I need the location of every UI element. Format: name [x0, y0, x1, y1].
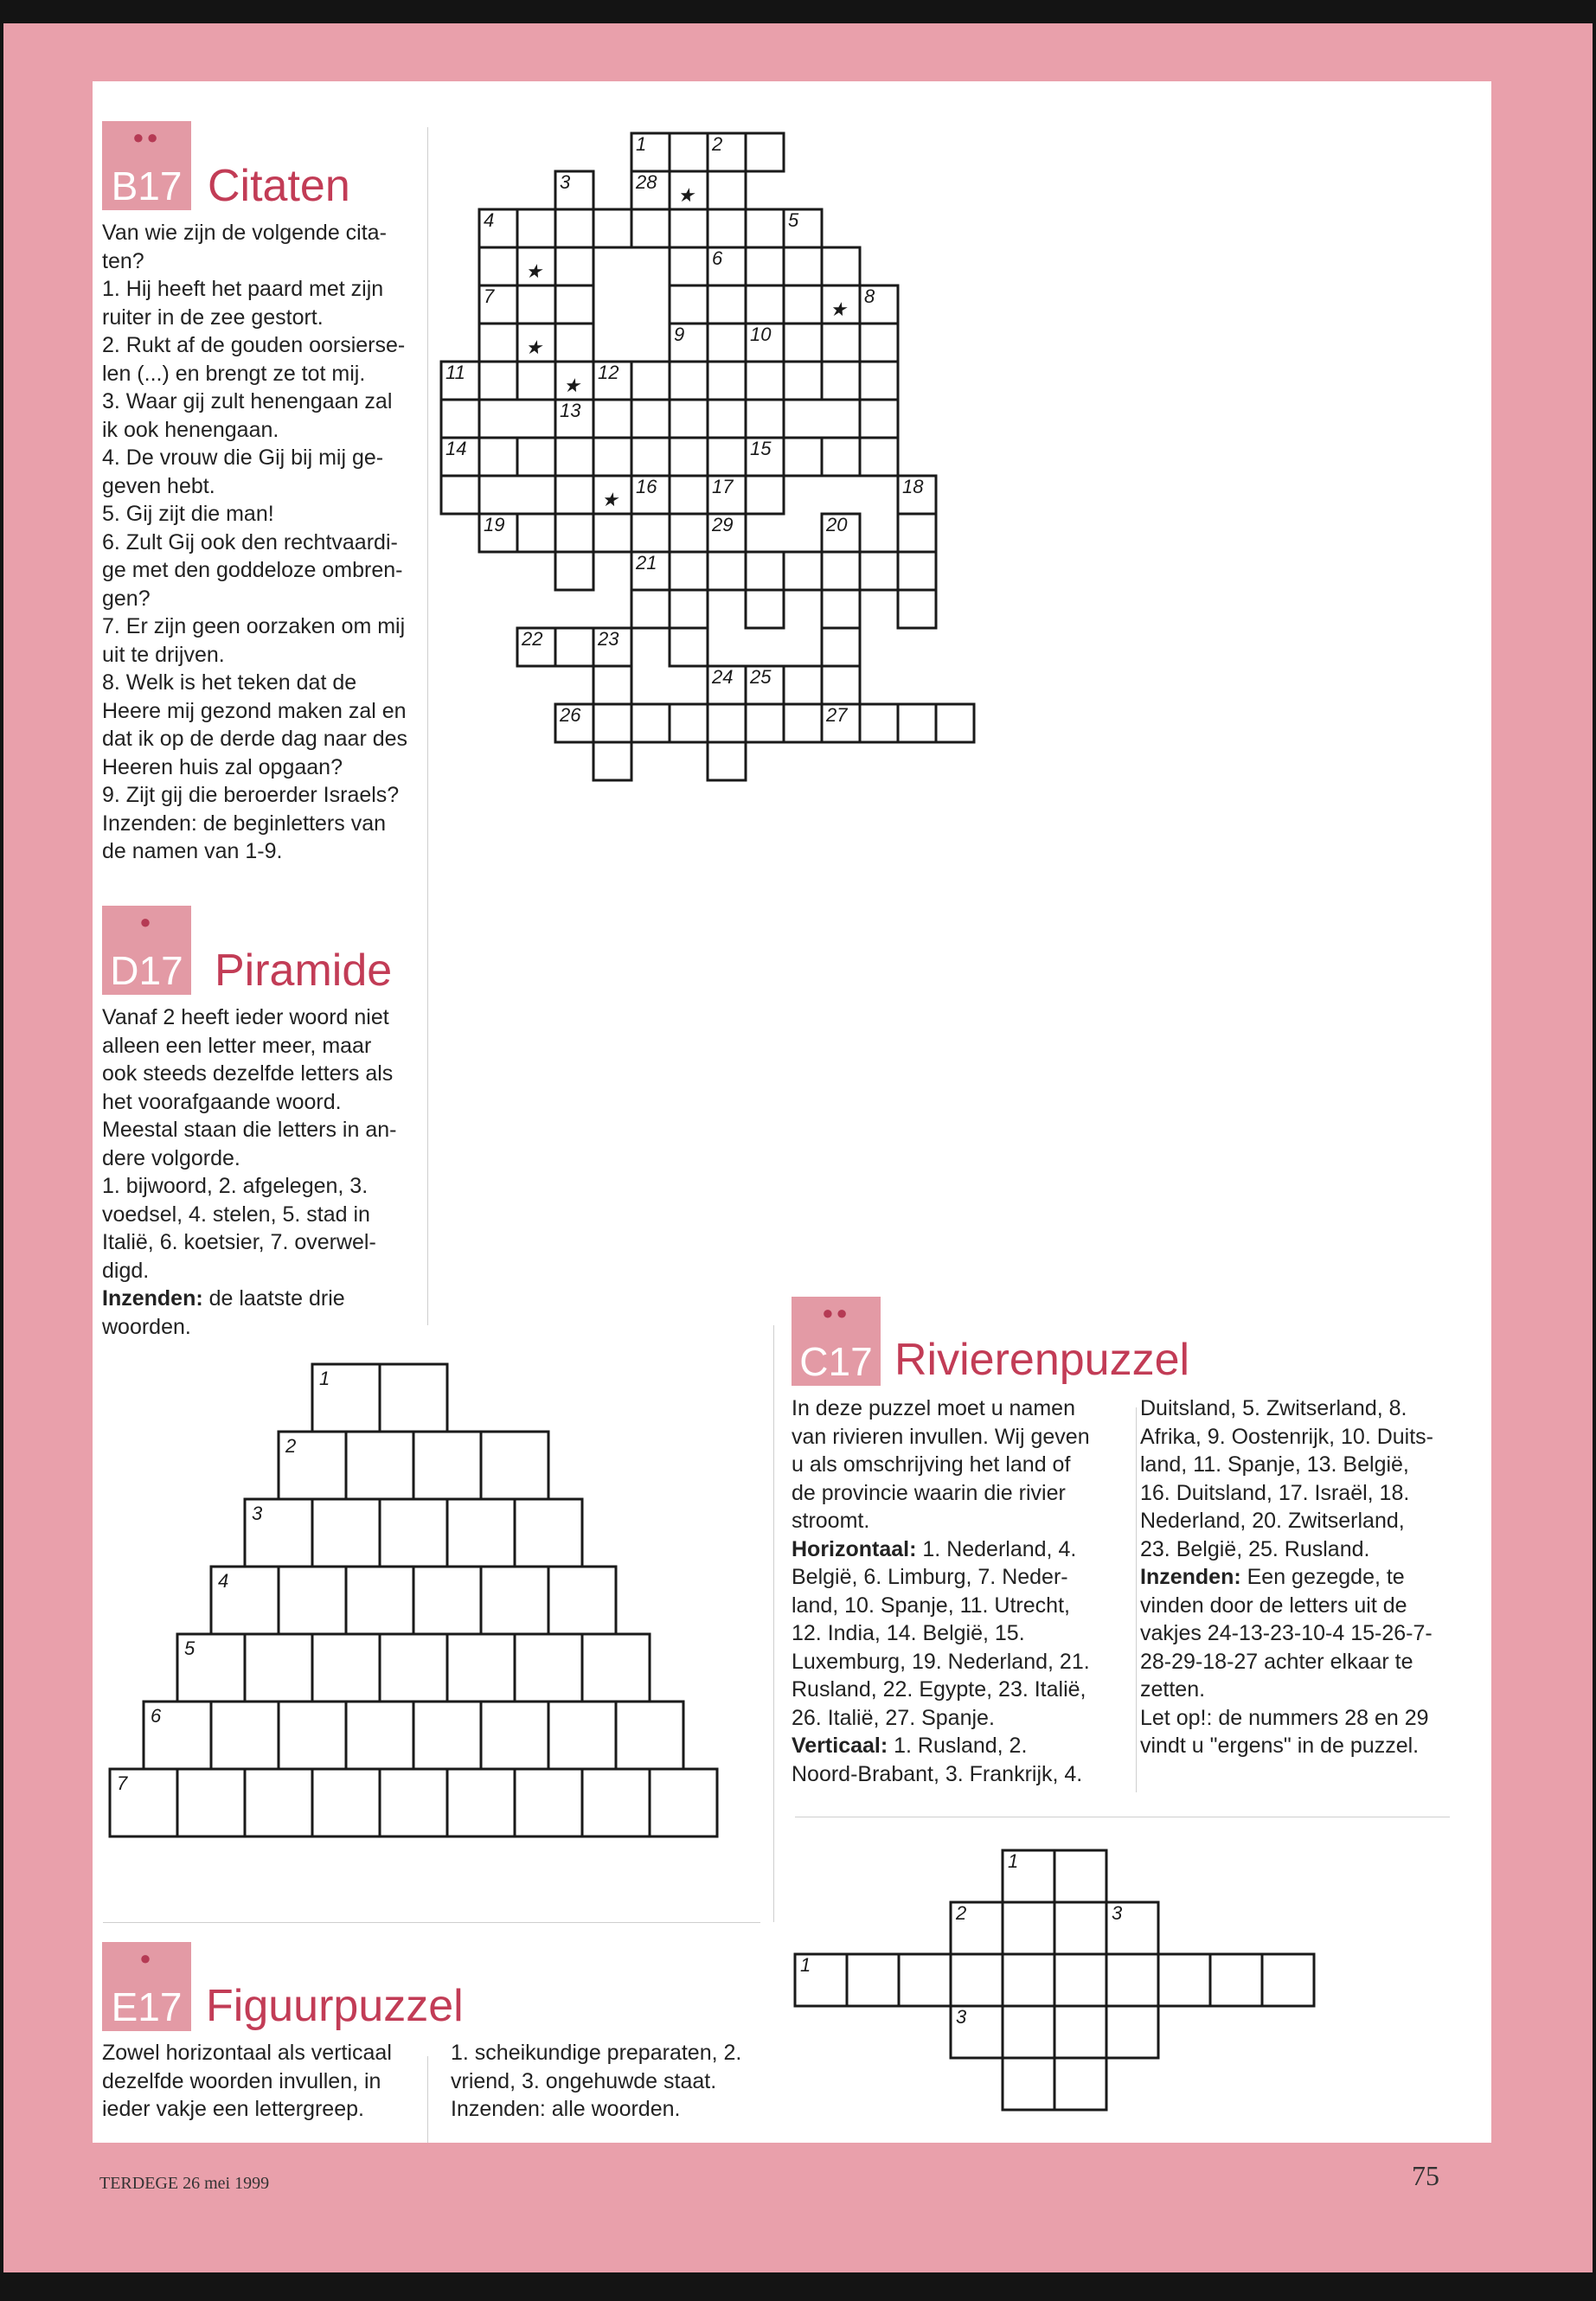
crossword-cell[interactable] [860, 362, 898, 400]
crossword-number: 18 [902, 476, 924, 497]
verticaal-label: Verticaal: [792, 1734, 888, 1758]
crossword-cell[interactable] [822, 438, 860, 476]
crossword-cell[interactable] [784, 362, 822, 400]
puzzle-title-piramide: Piramide [215, 945, 393, 996]
crossword-number: 8 [864, 285, 875, 307]
crossword-cell[interactable] [784, 552, 822, 590]
crossword-number: 9 [674, 324, 685, 345]
figure-cell[interactable] [1158, 1954, 1210, 2006]
crossword-cell[interactable] [670, 209, 708, 247]
crossword-cell[interactable] [593, 400, 631, 438]
crossword-cell[interactable] [517, 514, 555, 552]
page-number: 75 [1412, 2160, 1439, 2191]
pyramid-cell[interactable] [515, 1499, 582, 1567]
figure-cell[interactable] [1054, 2058, 1106, 2110]
figure-cell[interactable] [1106, 2006, 1158, 2058]
crossword-cell[interactable] [746, 590, 784, 628]
crossword-cell[interactable] [746, 552, 784, 590]
crossword-cell[interactable] [631, 704, 670, 742]
pyramid-grid [110, 1364, 717, 1836]
crossword-cell[interactable] [479, 324, 517, 362]
pyramid-number: 3 [252, 1503, 263, 1524]
pyramid-cell[interactable] [380, 1364, 447, 1432]
star-icon: ★ [563, 375, 580, 396]
horizontaal-clues: 1. Nederland, 4. België, 6. Limburg, 7. Neder- land, 10. Spanje, 11. Utrecht, 12. India, 14. België, 15. Luxemburg, 19. Nederland, 21. Rusland, 22. Egypte, 23. Italië, 26. Italië, 27. Spanje. [792, 1536, 1090, 1730]
crossword-cell[interactable] [708, 285, 746, 324]
piramide-submit-label: Inzenden: [102, 1286, 203, 1311]
crossword-cell[interactable] [898, 590, 936, 628]
rivieren-intro: In deze puzzel moet u namen van rivieren invullen. Wij geven u als omschrijving het land of de provincie waarin die rivier stroomt. [792, 1396, 1090, 1533]
crossword-cell[interactable] [708, 704, 746, 742]
crossword-cell[interactable] [593, 438, 631, 476]
crossword-cell[interactable] [822, 324, 860, 362]
pyramid-cell[interactable] [413, 1567, 481, 1634]
crossword-cell[interactable] [517, 285, 555, 324]
pyramid-number: 2 [285, 1435, 297, 1457]
puzzle-title-citaten: Citaten [208, 161, 350, 211]
pyramid-cell[interactable] [548, 1567, 616, 1634]
crossword-cell[interactable] [784, 438, 822, 476]
crossword-cell[interactable] [822, 552, 860, 590]
pyramid-cell[interactable] [279, 1702, 346, 1769]
puzzle-code: D17 [110, 948, 183, 993]
crossword-cell[interactable] [479, 438, 517, 476]
crossword-cell[interactable] [898, 552, 936, 590]
figure-cell[interactable] [1003, 2006, 1054, 2058]
puzzle-code: C17 [799, 1339, 873, 1384]
crossword-number: 3 [560, 171, 571, 193]
crossword-number: 26 [560, 704, 581, 726]
figure-cell[interactable] [1054, 1954, 1106, 2006]
pyramid-number: 5 [184, 1638, 195, 1659]
crossword-cell[interactable] [860, 704, 898, 742]
crossword-number: 16 [636, 476, 657, 497]
pyramid-cell[interactable] [312, 1499, 380, 1567]
pyramid-cell[interactable] [279, 1567, 346, 1634]
crossword-cell[interactable] [784, 666, 822, 704]
crossword-number: 6 [712, 247, 723, 269]
puzzle-title-rivierenpuzzel: Rivierenpuzzel [894, 1335, 1190, 1385]
crossword-number: 19 [484, 514, 505, 535]
pyramid-cell[interactable] [548, 1702, 616, 1769]
crossword-cell[interactable] [746, 209, 784, 247]
crossword-cell[interactable] [860, 438, 898, 476]
crossword-number: 7 [484, 285, 495, 307]
crossword-cell[interactable] [746, 133, 784, 171]
puzzle-grids [3, 23, 1593, 2272]
figure-cell[interactable] [1210, 1954, 1262, 2006]
crossword-cell[interactable] [670, 514, 708, 552]
piramide-submit-text: de laatste drie woorden. [102, 1286, 345, 1339]
crossword-cell[interactable] [898, 514, 936, 552]
crossword-number: 10 [750, 324, 772, 345]
horizontaal-label: Horizontaal: [792, 1536, 917, 1561]
pyramid-cell[interactable] [346, 1432, 413, 1499]
crossword-cell[interactable] [670, 628, 708, 666]
crossword-cell[interactable] [593, 742, 631, 780]
rivieren-submit-text: Een gezegde, te vinden door de letters uit de vakjes 24-13-23-10-4 15-26-7- 28-29-18-27 achter elkaar te zetten. Let op!: de nummers 28 en 29 vindt u "ergens" in de puzzel. [1140, 1565, 1433, 1758]
crossword-number: 24 [712, 666, 734, 688]
crossword-cell[interactable] [936, 704, 974, 742]
crossword-cell[interactable] [860, 552, 898, 590]
figure-cell[interactable] [1003, 1902, 1054, 1954]
crossword-cell[interactable] [441, 476, 479, 514]
pyramid-cell[interactable] [245, 1769, 312, 1836]
crossword-cell[interactable] [670, 438, 708, 476]
crossword-cell[interactable] [631, 590, 670, 628]
star-icon: ★ [830, 298, 847, 320]
pyramid-cell[interactable] [380, 1769, 447, 1836]
crossword-cell[interactable] [593, 666, 631, 704]
pyramid-cell[interactable] [447, 1769, 515, 1836]
crossword-number: 14 [445, 438, 467, 459]
crossword-cell[interactable] [479, 247, 517, 285]
star-icon: ★ [601, 489, 619, 510]
pyramid-number: 1 [319, 1368, 330, 1389]
crossword-number: 15 [750, 438, 772, 459]
pyramid-cell[interactable] [413, 1702, 481, 1769]
crossword-cell[interactable] [784, 285, 822, 324]
crossword-cell[interactable] [555, 285, 593, 324]
crossword-cell[interactable] [555, 514, 593, 552]
pyramid-cell[interactable] [481, 1567, 548, 1634]
crossword-number: 11 [445, 362, 465, 383]
pyramid-number: 7 [117, 1772, 128, 1794]
crossword-cell[interactable] [517, 209, 555, 247]
pyramid-cell[interactable] [447, 1634, 515, 1702]
crossword-cell[interactable] [517, 362, 555, 400]
figure-cell[interactable] [847, 1954, 899, 2006]
crossword-cell[interactable] [555, 209, 593, 247]
magazine-page [3, 23, 1593, 2272]
crossword-cell[interactable] [631, 362, 670, 400]
crossword-cell[interactable] [593, 209, 631, 247]
star-icon: ★ [525, 260, 542, 282]
crossword-cell[interactable] [517, 438, 555, 476]
difficulty-dots: ● [139, 1947, 154, 1969]
crossword-cell[interactable] [631, 514, 670, 552]
puzzle-title-figuurpuzzel: Figuurpuzzel [206, 1981, 464, 2031]
crossword-cell[interactable] [631, 209, 670, 247]
puzzle-code: B17 [111, 163, 183, 208]
crossword-number: 25 [750, 666, 772, 688]
pyramid-cell[interactable] [481, 1432, 548, 1499]
crossword-number: 4 [484, 209, 495, 231]
crossword-number: 13 [560, 400, 581, 421]
crossword-cell[interactable] [746, 476, 784, 514]
pyramid-cell[interactable] [245, 1634, 312, 1702]
crossword-cell[interactable] [670, 133, 708, 171]
crossword-number: 17 [712, 476, 734, 497]
crossword-cell[interactable] [784, 247, 822, 285]
crossword-cell[interactable] [670, 362, 708, 400]
figuurpuzzel-clues: 1. scheikundige preparaten, 2. vriend, 3. ongehuwde staat. Inzenden: alle woorden. [451, 2041, 742, 2121]
figure-cell[interactable] [1106, 1954, 1158, 2006]
figure-number: 1 [800, 1954, 811, 1976]
crossword-cell[interactable] [708, 742, 746, 780]
crossword-cell[interactable] [822, 590, 860, 628]
crossword-cell[interactable] [441, 400, 479, 438]
figure-cell[interactable] [1262, 1954, 1314, 2006]
figure-grid [795, 1850, 1314, 2110]
pyramid-cell[interactable] [177, 1769, 245, 1836]
crossword-cell[interactable] [708, 324, 746, 362]
figure-cell[interactable] [1054, 2006, 1106, 2058]
crossword-cell[interactable] [670, 476, 708, 514]
footer-magazine: TERDEGE 26 mei 1999 [99, 2174, 270, 2193]
crossword-cell[interactable] [593, 514, 631, 552]
verticaal-clues: 1. Rusland, 2. Noord-Brabant, 3. Frankrijk, 4. [792, 1734, 1083, 1786]
crossword-cell[interactable] [555, 628, 593, 666]
crossword-cell[interactable] [822, 628, 860, 666]
crossword-number: 28 [636, 171, 657, 193]
star-icon: ★ [525, 336, 542, 358]
pyramid-cell[interactable] [582, 1634, 650, 1702]
pyramid-cell[interactable] [650, 1769, 717, 1836]
figure-number: 2 [956, 1902, 967, 1924]
crossword-cell[interactable] [708, 438, 746, 476]
pyramid-cell[interactable] [211, 1702, 279, 1769]
pyramid-number: 4 [218, 1570, 229, 1592]
pyramid-cell[interactable] [447, 1499, 515, 1567]
pyramid-cell[interactable] [312, 1769, 380, 1836]
crossword-number: 1 [636, 133, 647, 155]
crossword-cell[interactable] [898, 704, 936, 742]
crossword-cell[interactable] [708, 171, 746, 209]
crossword-cell[interactable] [555, 247, 593, 285]
crossword-cell[interactable] [746, 400, 784, 438]
crossword-cell[interactable] [670, 552, 708, 590]
crossword-cell[interactable] [746, 704, 784, 742]
figure-cell[interactable] [1003, 1954, 1054, 2006]
verticaal-clues-continued: Duitsland, 5. Zwitserland, 8. Afrika, 9. Oostenrijk, 10. Duits- land, 11. Spanje, 13. België, 16. Duitsland, 17. Israël, 18. Nederland, 20. Zwitserland, 23. België, 25. Rusland. [1140, 1396, 1434, 1561]
crossword-cell[interactable] [860, 324, 898, 362]
pyramid-cell[interactable] [312, 1634, 380, 1702]
difficulty-dots: ●● [132, 126, 161, 148]
pyramid-cell[interactable] [515, 1634, 582, 1702]
crossword-cell[interactable] [784, 324, 822, 362]
difficulty-dots: ● [139, 911, 154, 933]
star-icon: ★ [677, 184, 695, 206]
crossword-cell[interactable] [822, 362, 860, 400]
crossword-cell[interactable] [822, 247, 860, 285]
crossword-cell[interactable] [784, 704, 822, 742]
puzzle-code: E17 [111, 1984, 183, 2029]
crossword-cell[interactable] [479, 362, 517, 400]
pyramid-number: 6 [151, 1705, 162, 1727]
piramide-clues: Vanaf 2 heeft ieder woord niet alleen een letter meer, maar ook steeds dezelfde letters als het voorafgaande woord. Meestal staan die letters in an- dere volgorde. 1. bijwoord, 2. afgelegen, 3. voedsel, 4. stelen, 5. stad in Italië, 6. koetsier, 7. overwel- digd. [102, 1005, 397, 1283]
crossword-number: 2 [712, 133, 723, 155]
figure-number: 3 [1112, 1902, 1123, 1924]
pyramid-cell[interactable] [380, 1499, 447, 1567]
crossword-cell[interactable] [746, 362, 784, 400]
crossword-number: 23 [598, 628, 619, 650]
crossword-number: 22 [522, 628, 543, 650]
crossword-cell[interactable] [555, 324, 593, 362]
crossword-cell[interactable] [555, 438, 593, 476]
crossword-cell[interactable] [708, 209, 746, 247]
crossword-cell[interactable] [593, 704, 631, 742]
figure-cell[interactable] [1003, 2058, 1054, 2110]
crossword-number: 27 [826, 704, 848, 726]
crossword-number: 29 [712, 514, 734, 535]
figure-cell[interactable] [951, 1954, 1003, 2006]
figure-number: 3 [956, 2006, 967, 2028]
crossword-number: 21 [636, 552, 657, 574]
pyramid-cell[interactable] [346, 1702, 413, 1769]
crossword-cell[interactable] [670, 590, 708, 628]
crossword-number: 20 [826, 514, 848, 535]
crossword-number: 5 [788, 209, 799, 231]
crossword-cell[interactable] [860, 400, 898, 438]
pyramid-cell[interactable] [380, 1634, 447, 1702]
pyramid-cell[interactable] [413, 1432, 481, 1499]
pyramid-cell[interactable] [515, 1769, 582, 1836]
crossword-cell[interactable] [708, 552, 746, 590]
citaten-text: Van wie zijn de volgende cita- ten? 1. Hij heeft het paard met zijn ruiter in de zee gestort. 2. Rukt af de gouden oorsierse- len (...) en brengt ze tot mij. 3. Waar gij zult henengaan zal ik ook henengaan. 4. De vrouw die Gij bij mij ge- geven hebt. 5. Gij zijt die man! 6. Zult Gij ook den rechtvaardi- ge met den goddeloze ombren- gen? 7. Er zijn geen oorzaken om mij uit te drijven. 8. Welk is het teken dat de Heere mij gezond maken zal en dat ik op de derde dag naar des Heeren huis zal opgaan? 9. Zijt gij die beroerder Israels? Inzenden: de beginletters van de namen van 1-9. [102, 221, 408, 863]
pyramid-cell[interactable] [346, 1567, 413, 1634]
crossword-cell[interactable] [746, 247, 784, 285]
crossword-cell[interactable] [670, 704, 708, 742]
crossword-cell[interactable] [822, 666, 860, 704]
crossword-cell[interactable] [555, 476, 593, 514]
pyramid-cell[interactable] [616, 1702, 683, 1769]
figure-cell[interactable] [1054, 1850, 1106, 1902]
crossword-number: 12 [598, 362, 619, 383]
crossword-cell[interactable] [708, 362, 746, 400]
crossword-cell[interactable] [670, 400, 708, 438]
crossword-cell[interactable] [670, 247, 708, 285]
crossword-cell[interactable] [631, 438, 670, 476]
crossword-cell[interactable] [670, 285, 708, 324]
rivieren-submit-label: Inzenden: [1140, 1565, 1241, 1589]
crossword-cell[interactable] [555, 552, 593, 590]
figure-cell[interactable] [899, 1954, 951, 2006]
pyramid-cell[interactable] [481, 1702, 548, 1769]
figure-cell[interactable] [1054, 1902, 1106, 1954]
figuurpuzzel-instructions: Zowel horizontaal als verticaal dezelfde woorden invullen, in ieder vakje een lettergreep. [102, 2041, 392, 2121]
pyramid-cell[interactable] [582, 1769, 650, 1836]
difficulty-dots: ●● [822, 1302, 850, 1324]
crossword-grid [441, 133, 974, 780]
figure-number: 1 [1008, 1850, 1019, 1872]
